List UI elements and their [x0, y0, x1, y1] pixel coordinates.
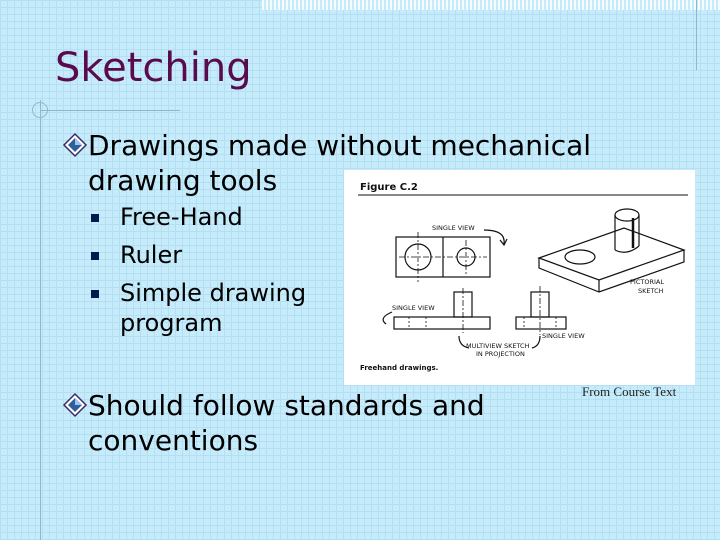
- label-pictorial-1: PICTORIAL: [630, 278, 664, 286]
- freehand-drawings-figure: [344, 170, 695, 385]
- figure-caption: Freehand drawings.: [360, 364, 439, 372]
- sub-bullet-text: Simple drawing program: [120, 279, 307, 337]
- label-single-view-right: SINGLE VIEW: [542, 332, 585, 340]
- square-bullet-icon: [91, 252, 99, 260]
- sub-bullet-text: Free-Hand: [120, 203, 243, 231]
- sub-bullet-item: [88, 278, 328, 338]
- bullet-item: [58, 388, 538, 458]
- figure-title: Figure C.2: [360, 182, 418, 193]
- rule-circle-decor: [32, 102, 48, 118]
- label-multiview-2: IN PROJECTION: [476, 350, 525, 358]
- diamond-bullet-icon: [62, 392, 88, 418]
- label-pictorial-2: SKETCH: [638, 287, 664, 295]
- bullet-text: Drawings made without mechanical drawing tools: [88, 129, 592, 197]
- sub-bullet-item: [88, 202, 328, 232]
- right-rule: [696, 0, 697, 70]
- top-decor-strip: [262, 0, 720, 10]
- sub-bullet-text: Ruler: [120, 241, 183, 269]
- horizontal-rule: [40, 110, 180, 111]
- sub-bullet-list: [88, 202, 328, 338]
- vertical-rule: [40, 100, 41, 540]
- label-single-view-top: SINGLE VIEW: [432, 224, 475, 232]
- label-single-view-left: SINGLE VIEW: [392, 304, 435, 312]
- diamond-bullet-icon: [62, 132, 88, 158]
- label-multiview-1: MULTIVIEW SKETCH: [466, 342, 530, 350]
- credit-text: From Course Text: [582, 384, 677, 399]
- slide-title: Sketching: [55, 45, 252, 91]
- sub-bullet-item: [88, 240, 328, 270]
- square-bullet-icon: [91, 290, 99, 298]
- bullet-text: Should follow standards and conventions: [88, 389, 485, 457]
- figure-image: [344, 170, 695, 385]
- square-bullet-icon: [91, 214, 99, 222]
